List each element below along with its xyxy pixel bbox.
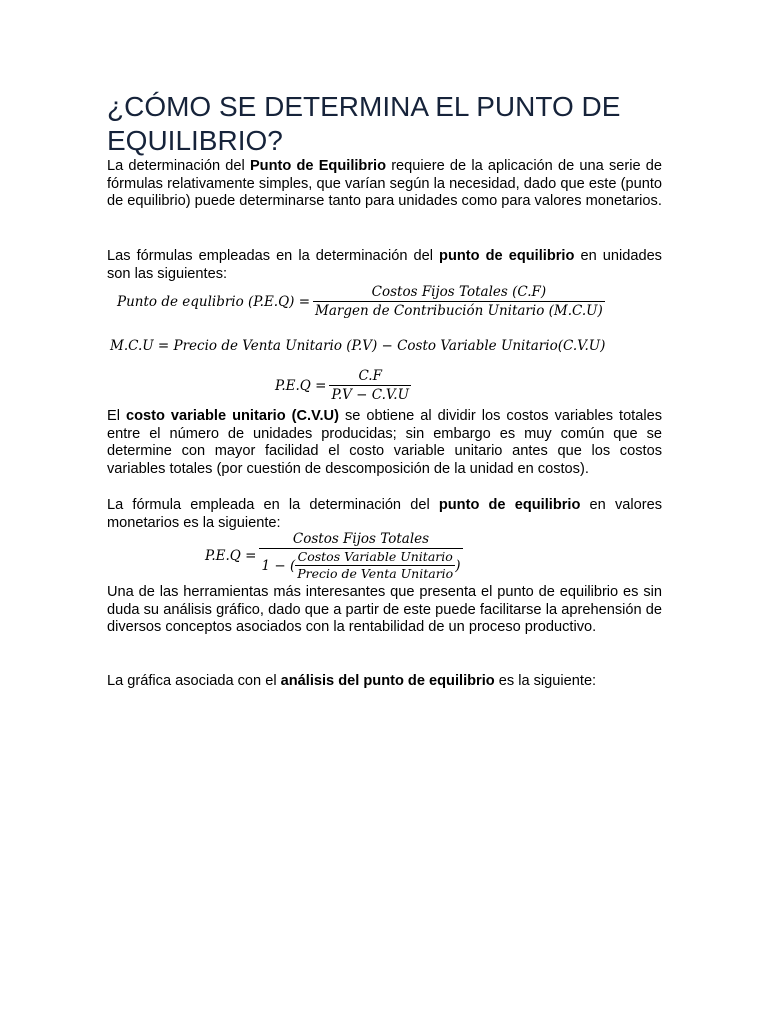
- text-run: requiere de la aplicación de una serie de fórmulas relativamente simples, que varían según la necesidad, dado que este (punto de equilibrio) puede determinarse tanto para unidades como para valores monetarios.: [107, 158, 662, 210]
- paragraph-graphic-analysis: Una de las herramientas más interesantes que presenta el punto de equilibrio es sin duda su análisis gráfico, dado que a partir de este puede facilitarse la aprehensión de diversos conceptos asociados con la rentabilidad de un proceso productivo.: [107, 584, 662, 636]
- equation-lhs: Punto de equlibrio (P.E.Q) =: [117, 293, 311, 310]
- bold-term: Punto de Equilibrio: [249, 158, 386, 174]
- inner-denominator: Precio de Venta Unitario: [297, 566, 454, 581]
- denominator-suffix: ): [455, 557, 461, 574]
- text-run: Las fórmulas empleadas en la determinación del: [107, 248, 440, 264]
- equation-lhs: P.E.Q =: [205, 548, 257, 564]
- bold-term: costo variable unitario (C.V.U): [126, 408, 339, 424]
- text-run: El: [107, 408, 126, 424]
- paragraph-cvu: [107, 408, 662, 478]
- fraction-numerator: Costos Fijos Totales (C.F): [371, 284, 547, 300]
- paragraph-formulas-units: [107, 248, 662, 283]
- bold-term: punto de equilibrio: [439, 248, 575, 264]
- fraction: [329, 368, 410, 403]
- text-run: es la siguiente:: [494, 673, 597, 689]
- text-run: La fórmula empleada en la determinación del: [107, 497, 439, 513]
- fraction-denominator: [259, 548, 462, 581]
- text-run: La gráfica asociada con el: [107, 673, 281, 689]
- paragraph-intro: [107, 158, 662, 211]
- equation-text: M.C.U = Precio de Venta Unitario (P.V) − Costo Variable Unitario(C.V.U): [110, 338, 606, 354]
- text-run: se obtiene al dividir los costos variables totales entre el número de unidades producidas; sin embargo es muy común que se determine con mayor facilidad el costo variable unitario antes que los costos variables totales (por cuestión de descomposición de la unidad en costos).: [107, 408, 663, 477]
- fraction-denominator: Margen de Contribución Unitario (M.C.U): [315, 303, 603, 319]
- fraction: [313, 284, 605, 319]
- text-run: La determinación del: [107, 158, 250, 174]
- bold-term: análisis del punto de equilibrio: [280, 673, 495, 689]
- text-run: en unidades son las siguientes:: [107, 248, 662, 282]
- paragraph-formula-monetary: [107, 497, 662, 532]
- equation-mcu: [110, 338, 605, 354]
- fraction: [259, 531, 462, 581]
- fraction-numerator: C.F: [358, 368, 382, 384]
- equation-peq-monetary: [205, 531, 466, 581]
- inner-numerator: Costos Variable Unitario: [297, 549, 453, 564]
- equation-peq-simplified: [275, 368, 414, 403]
- inner-fraction: [295, 550, 455, 581]
- fraction-numerator: Costos Fijos Totales: [292, 531, 430, 547]
- page-title: ¿CÓMO SE DETERMINA EL PUNTO DE EQUILIBRIO?: [107, 91, 621, 156]
- bold-term: punto de equilibrio: [438, 497, 581, 513]
- fraction-denominator: P.V − C.V.U: [331, 387, 409, 403]
- text-run: en valores monetarios es la siguiente:: [107, 497, 662, 531]
- equation-peq-units: [117, 284, 608, 319]
- equation-lhs: P.E.Q =: [275, 377, 327, 394]
- denominator-prefix: 1 − (: [261, 557, 296, 574]
- paragraph-graph-intro: [107, 673, 662, 691]
